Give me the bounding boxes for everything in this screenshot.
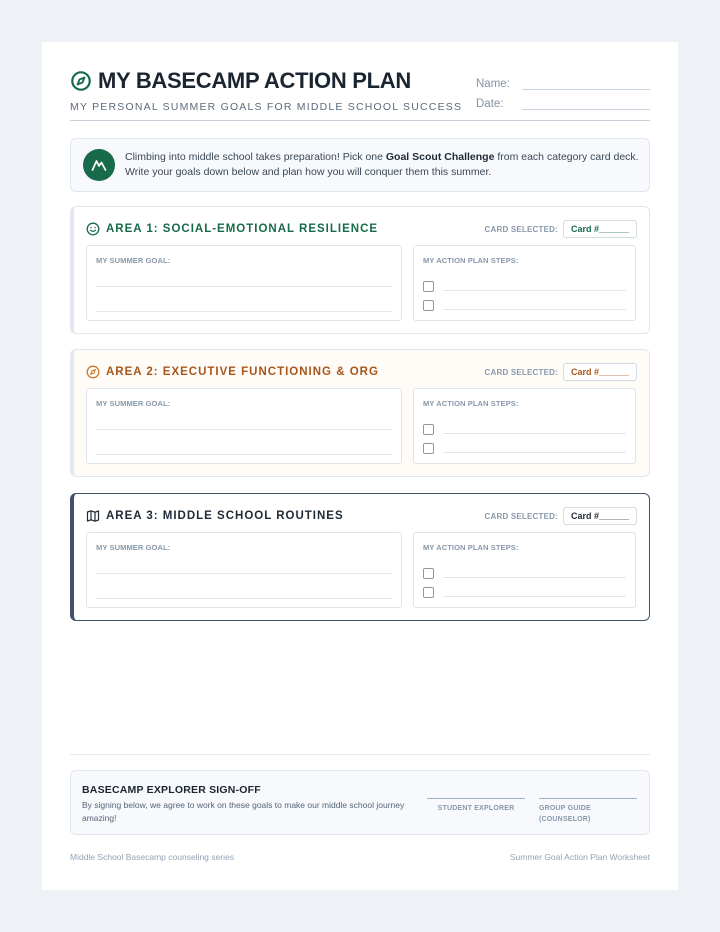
- step-checkbox[interactable]: [423, 587, 434, 598]
- card-number-field[interactable]: Card #______: [563, 363, 637, 381]
- footer-series: Middle School Basecamp counseling series: [70, 852, 234, 862]
- compass-icon: [70, 70, 92, 92]
- step-line[interactable]: [443, 569, 626, 578]
- footer-worksheet-name: Summer Goal Action Plan Worksheet: [509, 852, 650, 862]
- area-3-card: [70, 493, 650, 621]
- step-line[interactable]: [443, 301, 626, 310]
- area-1-header: [86, 219, 637, 239]
- summer-goal-box[interactable]: [86, 532, 402, 608]
- action-step: [423, 586, 626, 598]
- area-2-card-selected: [485, 363, 637, 381]
- card-number-field[interactable]: Card #______: [563, 220, 637, 238]
- action-step: [423, 442, 626, 454]
- date-line[interactable]: [522, 96, 650, 110]
- step-line[interactable]: [443, 425, 626, 434]
- action-step: [423, 423, 626, 435]
- step-line[interactable]: [443, 588, 626, 597]
- card-selected-label: CARD SELECTED:: [484, 224, 558, 234]
- card-selected-label: CARD SELECTED:: [484, 511, 558, 521]
- smile-icon: [86, 222, 100, 236]
- name-line[interactable]: [522, 76, 650, 90]
- action-steps-label: MY ACTION PLAN STEPS:: [423, 399, 519, 408]
- student-signature-label: STUDENT EXPLORER: [437, 805, 515, 812]
- summer-goal-label: MY SUMMER GOAL:: [96, 399, 171, 408]
- action-step: [423, 567, 626, 579]
- action-step: [423, 299, 626, 311]
- goal-line[interactable]: [96, 429, 392, 430]
- card-number-field[interactable]: Card #______: [563, 507, 637, 525]
- goal-line[interactable]: [96, 573, 392, 574]
- area-2-header: [86, 362, 637, 382]
- map-icon: [86, 509, 100, 523]
- compass-icon: [86, 365, 100, 379]
- step-line[interactable]: [443, 444, 626, 453]
- guide-signature-label: GROUP GUIDE (COUNSELOR): [539, 805, 591, 823]
- summer-goal-label: MY SUMMER GOAL:: [96, 256, 171, 265]
- page-title: MY BASECAMP ACTION PLAN: [98, 68, 411, 93]
- signoff-panel: [70, 770, 650, 835]
- step-checkbox[interactable]: [423, 568, 434, 579]
- name-label: Name:: [476, 78, 510, 90]
- step-checkbox[interactable]: [423, 424, 434, 435]
- summer-goal-box[interactable]: [86, 388, 402, 464]
- footer-divider: [70, 754, 650, 755]
- name-field[interactable]: [476, 70, 650, 90]
- action-steps-box: [413, 245, 636, 321]
- action-steps-label: MY ACTION PLAN STEPS:: [423, 256, 519, 265]
- area-2-card: [70, 349, 650, 477]
- intro-text-highlight: Goal Scout Challenge: [385, 150, 495, 163]
- step-line[interactable]: [443, 282, 626, 291]
- area-1-title: AREA 1: SOCIAL-EMOTIONAL RESILIENCE: [106, 223, 379, 235]
- intro-text-line2: Write your goals down below and plan how you will conquer them this summer.: [125, 166, 492, 178]
- goal-line[interactable]: [96, 598, 392, 599]
- intro-text-end: from each category card deck.: [494, 150, 639, 163]
- intro-text: [125, 150, 639, 181]
- page-subtitle: MY PERSONAL SUMMER GOALS FOR MIDDLE SCHOOL SUCCESS: [70, 101, 463, 113]
- area-3-title: AREA 3: MIDDLE SCHOOL ROUTINES: [106, 510, 344, 522]
- area-3-header: [86, 506, 637, 526]
- area-1-card-selected: [485, 220, 637, 238]
- area-1-card: [70, 206, 650, 334]
- signoff-title: BASECAMP EXPLORER SIGN-OFF: [82, 784, 261, 796]
- intro-banner: [70, 138, 650, 192]
- step-checkbox[interactable]: [423, 300, 434, 311]
- mountain-icon: [90, 156, 108, 174]
- summer-goal-label: MY SUMMER GOAL:: [96, 543, 171, 552]
- goal-line[interactable]: [96, 454, 392, 455]
- mountain-badge: [83, 149, 115, 181]
- goal-line[interactable]: [96, 286, 392, 287]
- step-checkbox[interactable]: [423, 443, 434, 454]
- student-signature-line[interactable]: [427, 798, 525, 814]
- action-steps-box: [413, 532, 636, 608]
- step-checkbox[interactable]: [423, 281, 434, 292]
- name-date-fields: [476, 70, 650, 110]
- area-3-card-selected: [485, 507, 637, 525]
- goal-line[interactable]: [96, 311, 392, 312]
- header: [70, 68, 650, 122]
- summer-goal-box[interactable]: [86, 245, 402, 321]
- card-selected-label: CARD SELECTED:: [484, 367, 558, 377]
- action-steps-box: [413, 388, 636, 464]
- intro-text-start: Climbing into middle school takes preparation! Pick one: [125, 150, 386, 163]
- header-divider: [70, 120, 650, 121]
- signoff-text: By signing below, we agree to work on these goals to make our middle school journey amazing!: [82, 800, 405, 823]
- worksheet-page: [42, 42, 678, 890]
- action-step: [423, 280, 626, 292]
- area-2-title: AREA 2: EXECUTIVE FUNCTIONING & ORG: [106, 366, 379, 378]
- guide-signature-line[interactable]: [539, 798, 637, 825]
- action-steps-label: MY ACTION PLAN STEPS:: [423, 543, 519, 552]
- date-field[interactable]: [476, 90, 650, 110]
- date-label: Date:: [476, 98, 504, 110]
